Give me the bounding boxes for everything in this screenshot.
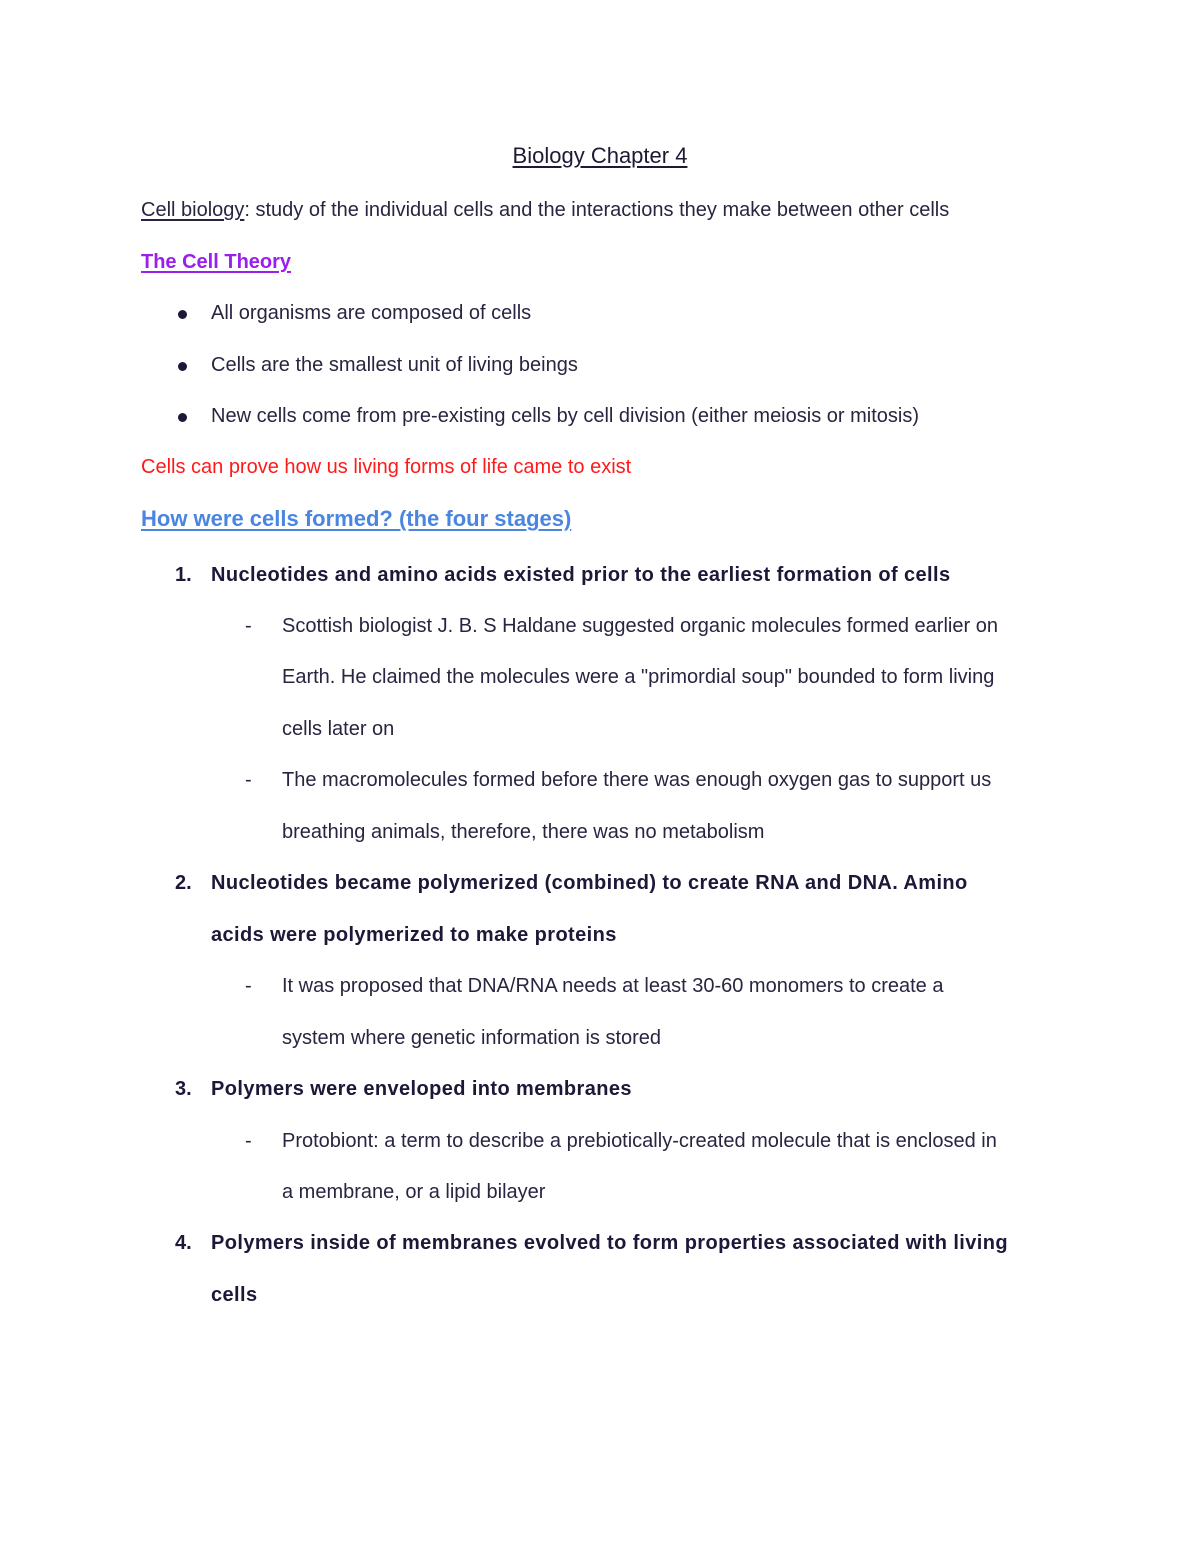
sub-marker: -: [245, 615, 252, 637]
sub-marker: -: [245, 769, 252, 791]
stage-number: 2.: [175, 872, 192, 894]
stage-text: cells: [211, 1284, 258, 1306]
sub-text: Earth. He claimed the molecules were a "primordial soup" bounded to form living: [282, 666, 995, 688]
sub-marker: -: [245, 975, 252, 997]
stage-text: Polymers inside of membranes evolved to form properties associated with living: [211, 1232, 1008, 1254]
cell-theory-bullet: New cells come from pre-existing cells by cell division (either meiosis or mitosis): [211, 405, 919, 427]
sub-text: a membrane, or a lipid bilayer: [282, 1181, 546, 1203]
bullet-dot-icon: [178, 362, 187, 371]
bullet-dot-icon: [178, 413, 187, 422]
definition-text: : study of the individual cells and the interactions they make between other cells: [244, 199, 950, 221]
stages-heading: How were cells formed? (the four stages): [141, 506, 572, 531]
stage-number: 3.: [175, 1078, 192, 1100]
sub-marker: -: [245, 1130, 252, 1152]
stage-number: 1.: [175, 564, 192, 586]
red-note: Cells can prove how us living forms of life came to exist: [141, 456, 632, 478]
sub-text: Scottish biologist J. B. S Haldane suggested organic molecules formed earlier on: [282, 615, 998, 637]
sub-text: Protobiont: a term to describe a prebiotically-created molecule that is enclosed in: [282, 1130, 997, 1152]
cell-theory-bullet: Cells are the smallest unit of living beings: [211, 354, 578, 376]
cell-theory-heading: The Cell Theory: [141, 251, 292, 273]
sub-text: system where genetic information is stored: [282, 1027, 662, 1049]
document-title: Biology Chapter 4: [512, 143, 688, 168]
sub-text: It was proposed that DNA/RNA needs at least 30-60 monomers to create a: [282, 975, 944, 997]
stage-text: Polymers were enveloped into membranes: [211, 1078, 632, 1100]
sub-text: cells later on: [282, 718, 395, 740]
stage-text: Nucleotides became polymerized (combined) to create RNA and DNA. Amino: [211, 872, 968, 894]
stage-number: 4.: [175, 1232, 192, 1254]
sub-text: breathing animals, therefore, there was no metabolism: [282, 821, 765, 843]
sub-text: The macromolecules formed before there was enough oxygen gas to support us: [282, 769, 992, 791]
stage-text: acids were polymerized to make proteins: [211, 924, 617, 946]
definition-paragraph: [141, 196, 949, 224]
cell-theory-bullet: All organisms are composed of cells: [211, 302, 532, 324]
bullet-dot-icon: [178, 310, 187, 319]
stage-text: Nucleotides and amino acids existed prior to the earliest formation of cells: [211, 564, 951, 586]
definition-term: Cell biology: [141, 199, 245, 221]
